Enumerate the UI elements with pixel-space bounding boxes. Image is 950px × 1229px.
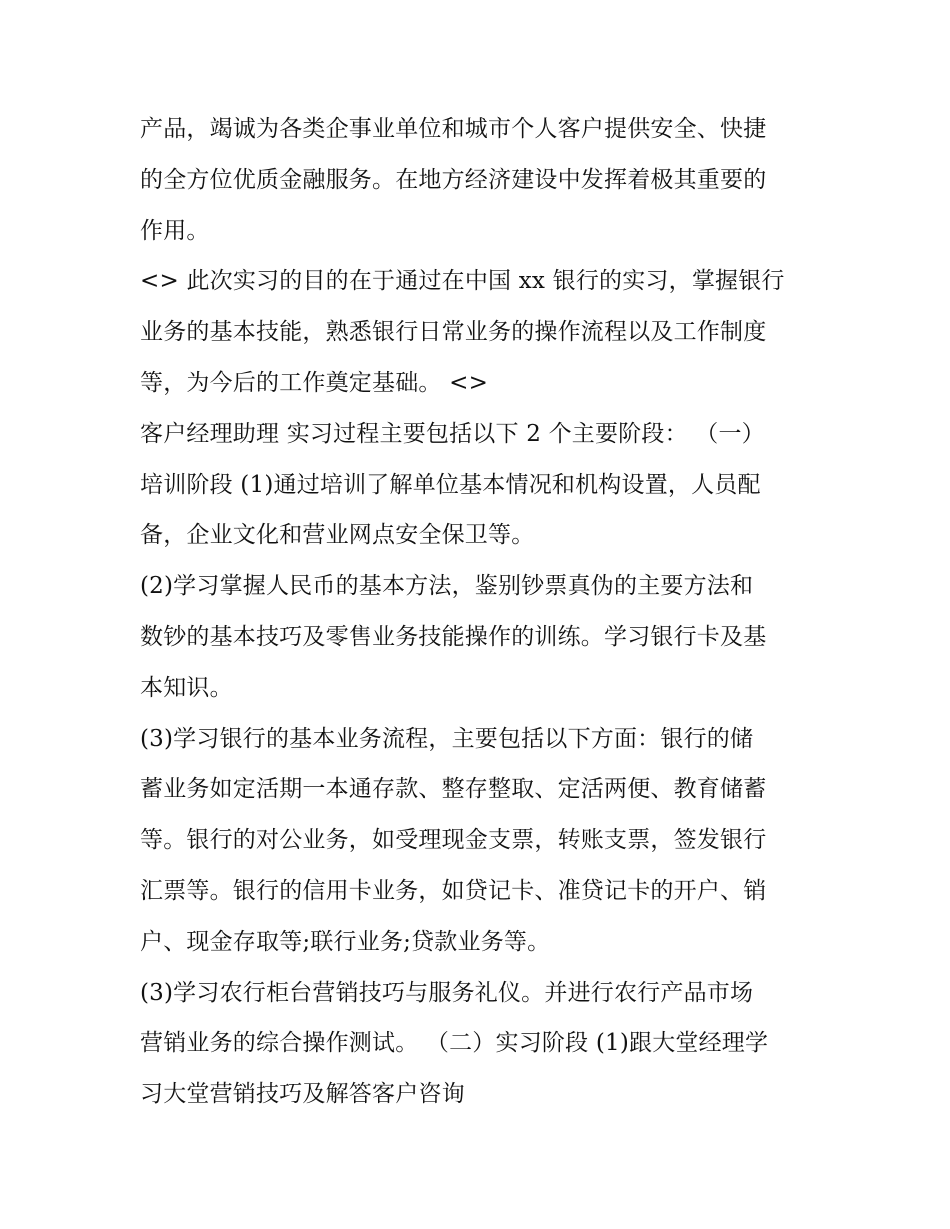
paragraph-training-item-2	[140, 561, 820, 713]
text-line: 习大堂营销技巧及解答客户咨询	[140, 1081, 465, 1108]
paragraph-training-item-3-business	[140, 714, 820, 968]
paragraph-internship-purpose	[140, 256, 820, 408]
text-line: 等，为今后的工作奠定基础。 <>	[140, 369, 489, 396]
text-line: (3)学习农行柜台营销技巧与服务礼仪。并进行农行产品市场	[140, 979, 754, 1006]
text-line: 作用。	[140, 217, 210, 244]
document-body	[140, 104, 820, 1120]
text-line: 培训阶段 (1)通过培训了解单位基本情况和机构设置，人员配	[140, 471, 761, 498]
text-line: 业务的基本技能，熟悉银行日常业务的操作流程以及工作制度	[140, 319, 767, 346]
text-line: 户、现金存取等;联行业务;贷款业务等。	[140, 928, 551, 955]
text-line: 产品，竭诚为各类企事业单位和城市个人客户提供安全、快捷	[140, 116, 767, 142]
text-line: 汇票等。银行的信用卡业务，如贷记卡、准贷记卡的开户、销	[140, 877, 767, 904]
text-line: 本知识。	[140, 674, 233, 701]
text-line: <> 此次实习的目的在于通过在中国 xx 银行的实习，掌握银行	[140, 268, 785, 295]
text-line: (2)学习掌握人民币的基本方法，鉴别钞票真伪的主要方法和	[140, 573, 754, 600]
text-line: 数钞的基本技巧及零售业务技能操作的训练。学习银行卡及基	[140, 623, 767, 650]
paragraph-training-item-3-marketing	[140, 968, 820, 1120]
text-line: 客户经理助理 实习过程主要包括以下 2 个主要阶段： （一）	[140, 420, 765, 447]
paragraph-internship-stages	[140, 409, 820, 561]
text-line: 营销业务的综合操作测试。 （二）实习阶段 (1)跟大堂经理学	[140, 1030, 769, 1057]
text-line: 等。银行的对公业务，如受理现金支票，转账支票，签发银行	[140, 827, 767, 854]
paragraph-intro-services	[140, 104, 820, 256]
text-line: 的全方位优质金融服务。在地方经济建设中发挥着极其重要的	[140, 166, 767, 193]
text-line: 备，企业文化和营业网点安全保卫等。	[140, 522, 535, 549]
text-line: (3)学习银行的基本业务流程，主要包括以下方面：银行的储	[140, 725, 754, 752]
text-line: 蓄业务如定活期一本通存款、整存整取、定活两便、教育储蓄	[140, 776, 767, 803]
